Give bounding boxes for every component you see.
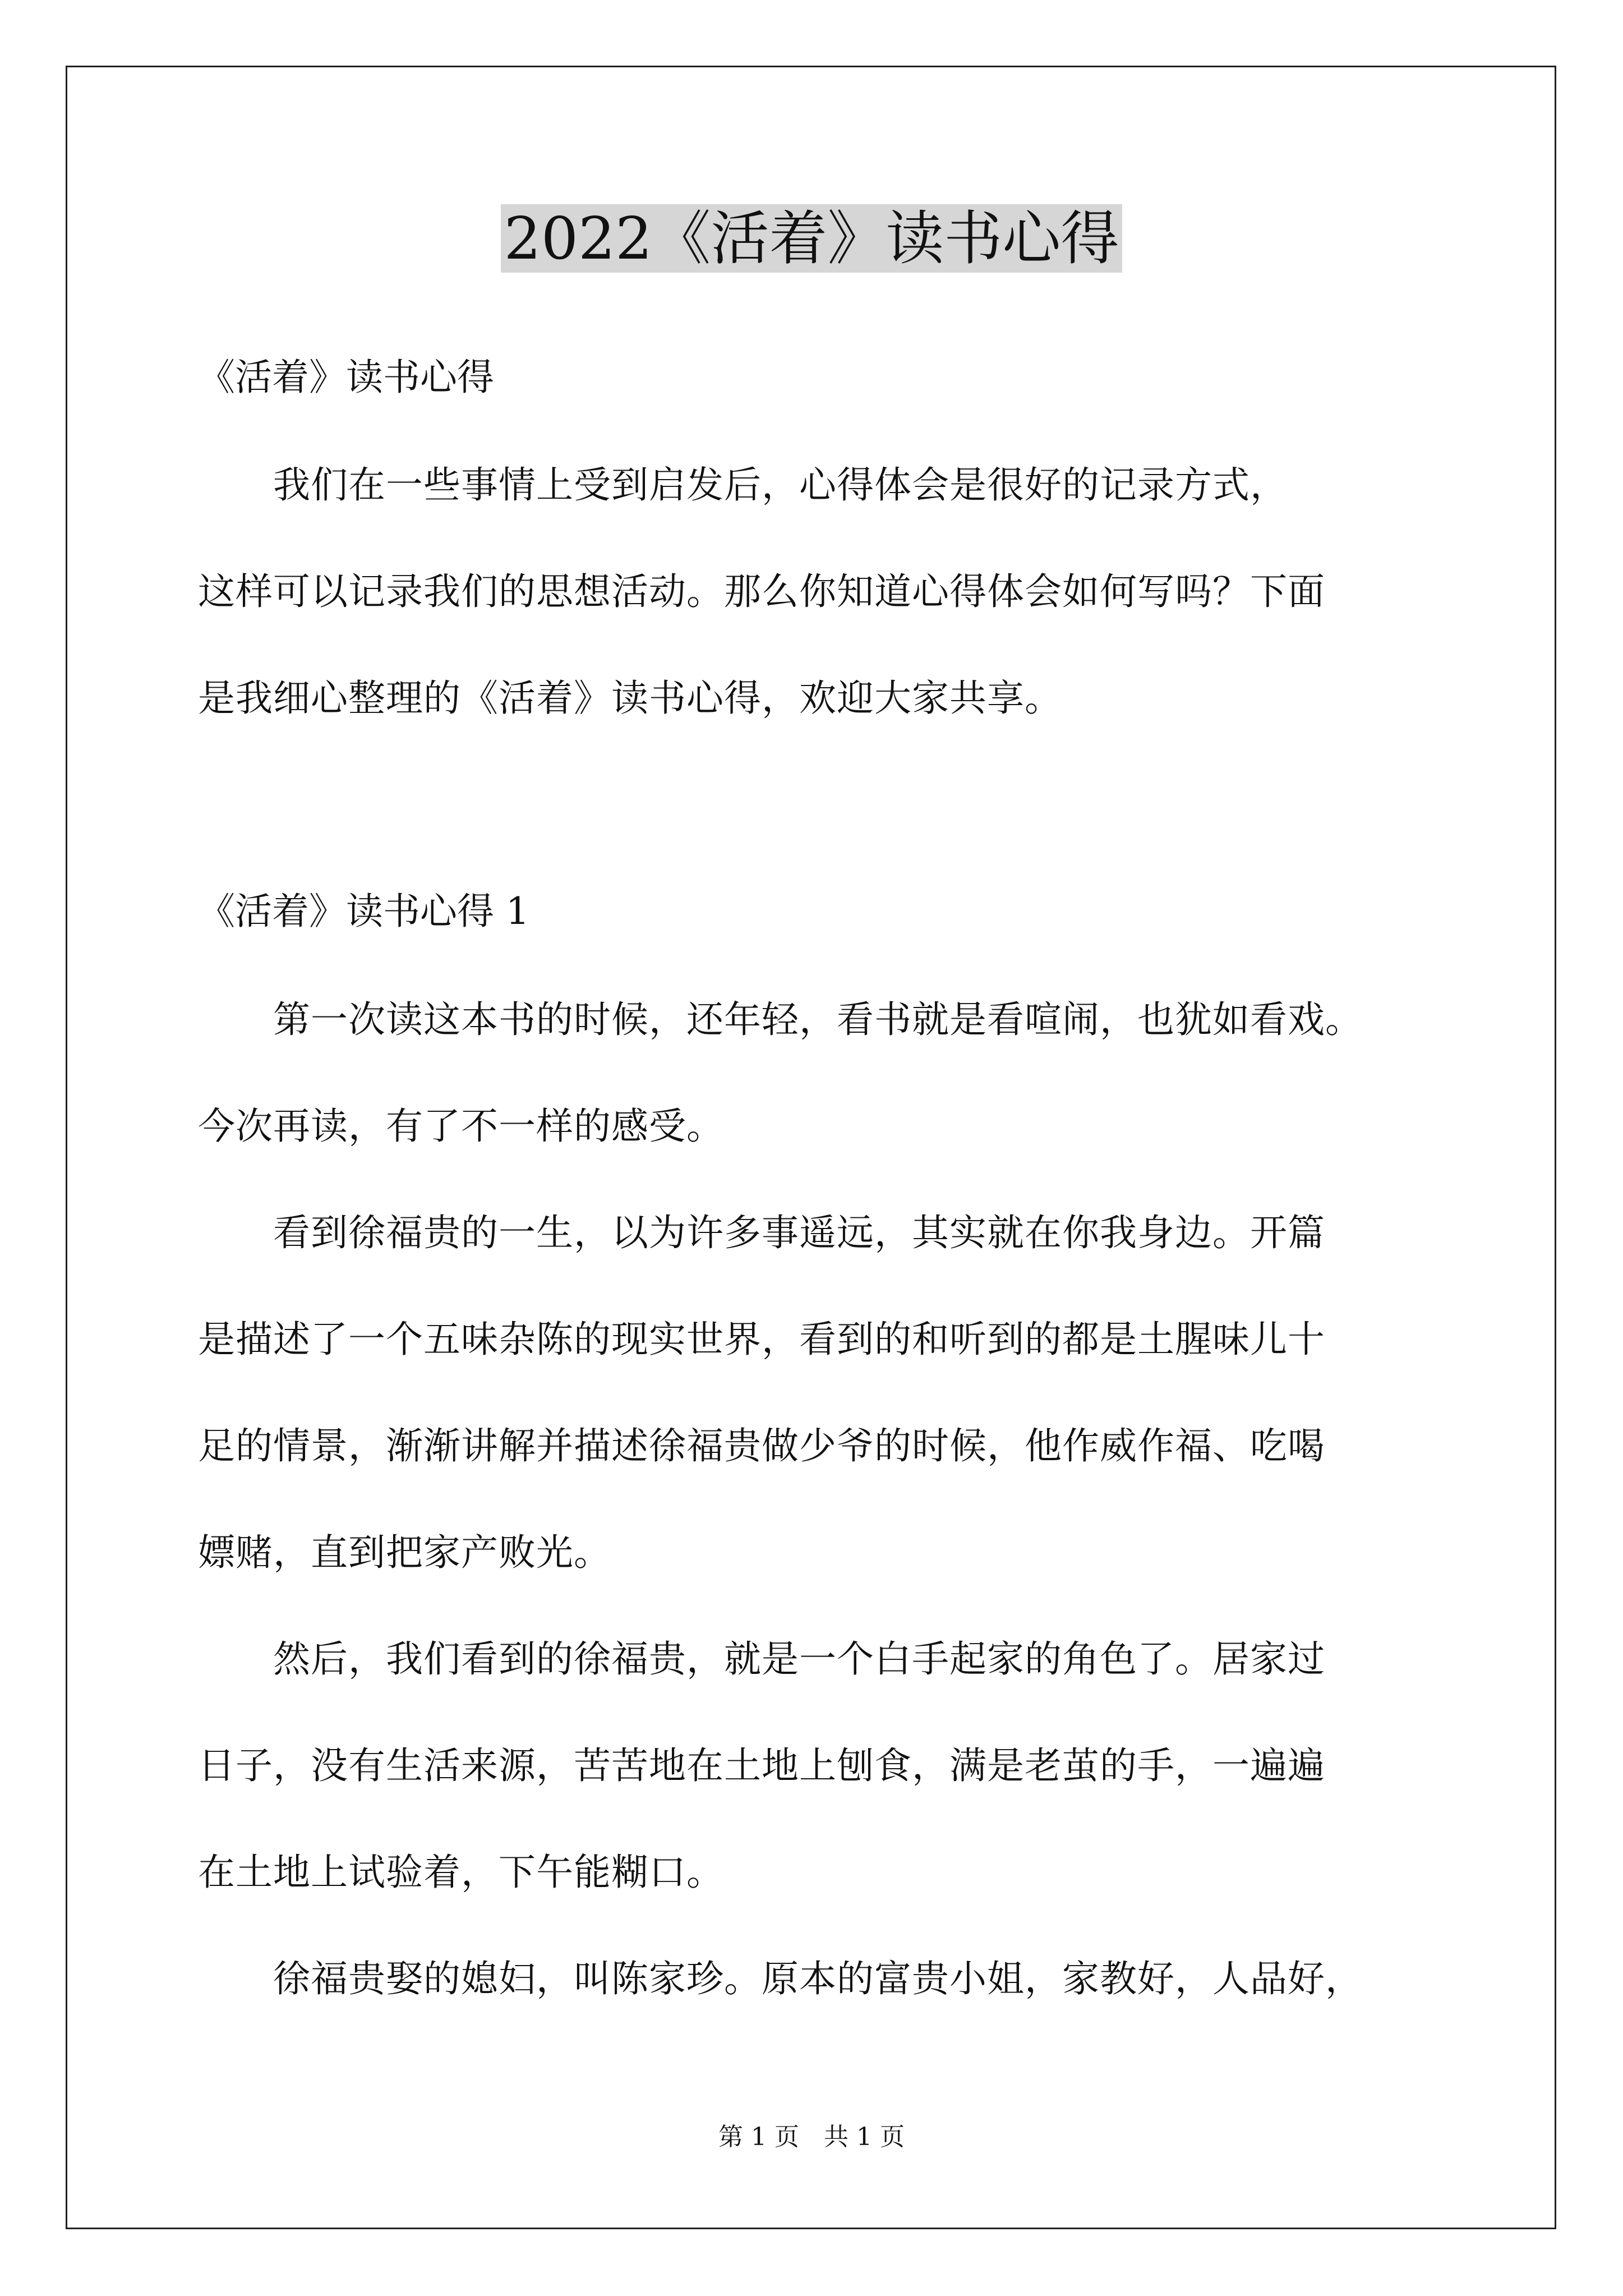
body-line: 嫖赌，直到把家产败光。 (198, 1531, 611, 1574)
body-line: 今次再读，有了不一样的感受。 (198, 1105, 724, 1148)
page-footer: 第 1 页 共 1 页 (718, 2123, 905, 2151)
body-line: 看到徐福贵的一生，以为许多事遥远，其实就在你我身边。开篇 (198, 1211, 1325, 1254)
body-line: 徐福贵娶的媳妇，叫陈家珍。原本的富贵小姐，家教好，人品好， (198, 1957, 1363, 2000)
intro-heading: 《活着》读书心得 (198, 356, 494, 399)
intro-line: 这样可以记录我们的思想活动。那么你知道心得体会如何写吗？下面 (198, 570, 1325, 613)
body-line: 是描述了一个五味杂陈的现实世界，看到的和听到的都是土腥味儿十 (198, 1318, 1325, 1361)
body-line: 然后，我们看到的徐福贵，就是一个白手起家的角色了。居家过 (198, 1637, 1325, 1681)
body-line: 日子，没有生活来源，苦苦地在土地上刨食，满是老茧的手，一遍遍 (198, 1744, 1325, 1787)
body-line: 足的情景，渐渐讲解并描述徐福贵做少爷的时候，他作威作福、吃喝 (198, 1424, 1325, 1467)
body-line: 第一次读这本书的时候，还年轻，看书就是看喧闹，也犹如看戏。 (198, 998, 1363, 1041)
document-title-text: 2022《活着》读书心得 (501, 204, 1123, 273)
intro-line: 我们在一些事情上受到启发后，心得体会是很好的记录方式， (198, 463, 1288, 507)
section-heading: 《活着》读书心得 1 (198, 890, 529, 933)
intro-line: 是我细心整理的《活着》读书心得，欢迎大家共享。 (198, 677, 1062, 720)
body-line: 在土地上试验着，下午能糊口。 (198, 1851, 724, 1894)
document-title (0, 199, 1623, 278)
